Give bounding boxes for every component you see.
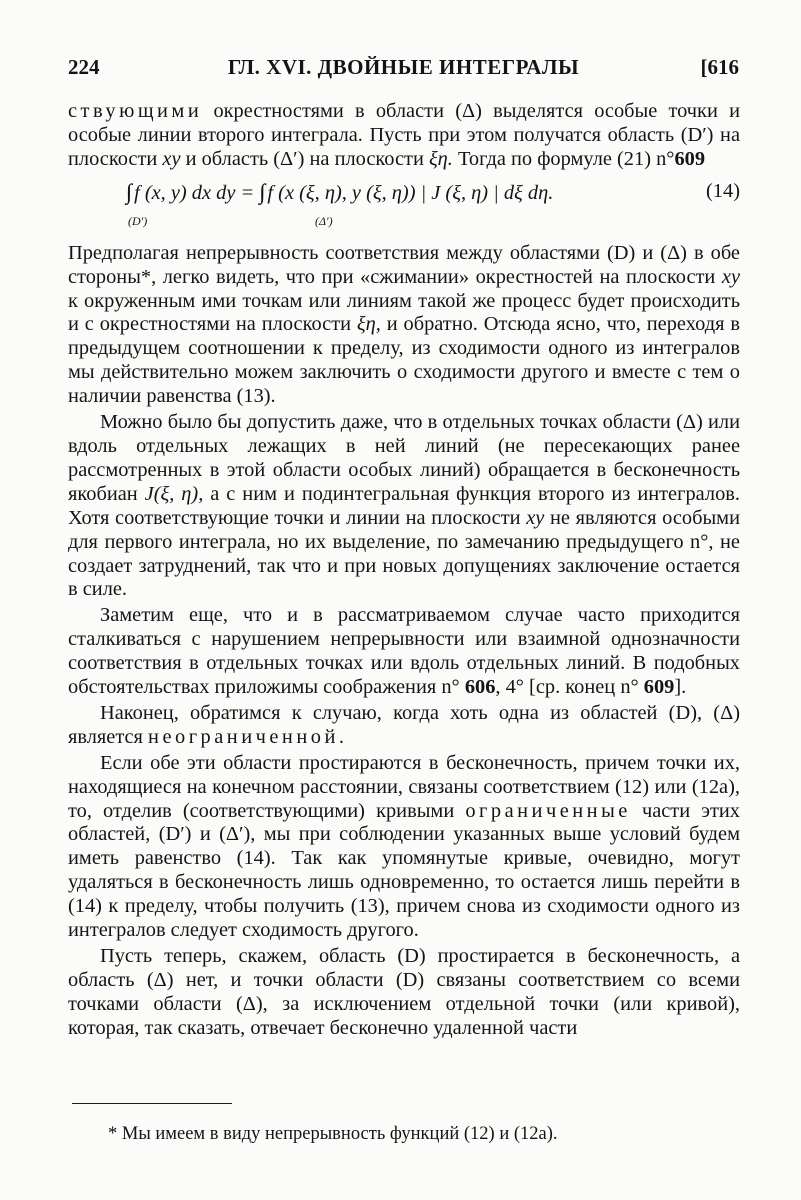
paragraph-3: Можно было бы допустить даже, что в отдельных точках области (Δ) или вдоль отдельных лежащих в ней линий (не пересекающих ранее рассмотренных в этой области особых линий) обращается в бесконечность якобиан J(ξ, η), а с ним и подинтегральная функция второго из интегралов. Хотя соответствующие точки и линии на плоскости xy не являются особыми для первого интеграла, но их выделение, по замечанию предыдущего n°, не создает затруднений, так что и при новых допущениях заключение остается в силе. (68, 411, 740, 601)
ref-606: 606 (464, 676, 496, 699)
spaced-word: неограниченной (148, 725, 339, 748)
paragraph-1: ствующими окрестностями в области (Δ) выделятся особые точки и особые линии второго интеграла. Пусть при этом получатся область (D′) на плоскости xy и область (Δ′) на плоскости ξη. Тогда по формуле (21) n°609 (68, 100, 740, 170)
page-number: 224 (68, 55, 100, 79)
ref-609: 609 (643, 676, 675, 699)
integral-domain-right: (Δ′) (315, 213, 333, 228)
equation-number: (14) (706, 179, 740, 202)
paragraph-6: Если обе эти области простираются в бесконечность, причем точки их, находящиеся на конечном расстоянии, связаны соответствием (12) или (12a), то, отделив (соответствующими) кривыми ограниченные части этих областей, (D′) и (Δ′), мы при соблюдении указанных выше условий будем иметь равенство (14). Так как упомянутые кривые, очевидно, могут удаляться в бесконечность лишь одновременно, то остается лишь перейти в (14) к пределу, чтобы получить (13), причем снова из сходимости одного из интегралов следует сходимость другого. (68, 751, 740, 942)
chapter-title: ГЛ. XVI. ДВОЙНЫЕ ИНТЕГРАЛЫ (227, 55, 580, 79)
paragraph-2: Предполагая непрерывность соответствия между областями (D) и (Δ) в обе стороны*, легко видеть, что при «сжимании» окрестностей на плоскости xy к окруженным ими точкам или линиям такой же процесс будет происходить и с окрестностями на плоскости ξη, и обратно. Отсюда ясно, что, переходя в предыдущем соотношении к пределу, из сходимости одного из интегралов мы действительно можем заключить о сходимости другого и вместе с тем о наличии равенства (13). (68, 241, 740, 408)
integral-domain-left: (D′) (128, 213, 148, 228)
paragraph-7: Пусть теперь, скажем, область (D) простирается в бесконечность, а область (Δ) нет, и точки области (D) связаны соответствием со всеми точками области (Δ), за исключением отдельной точки (или кривой), которая, так сказать, отвечает бесконечно удаленной части (68, 945, 740, 1039)
ref-609: 609 (674, 147, 706, 170)
body-text (68, 100, 740, 1041)
footnote-divider (72, 1103, 232, 1104)
spaced-word: ствующими (68, 100, 203, 122)
paragraph-5: Наконец, обратимся к случаю, когда хоть одна из областей (D), (Δ) является неограниченной. (68, 701, 740, 748)
running-header (68, 55, 739, 85)
footnote: * Мы имеем в виду непрерывность функций (12) и (12a). (108, 1124, 558, 1144)
paragraph-4: Заметим еще, что и в рассматриваемом случае часто приходится сталкиваться с нарушением непрерывности или взаимной однозначности соответствия в отдельных точках или вдоль отдельных линий. В подобных обстоятельствах приложимы соображения n° 606, 4° [ср. конец n° 609]. (68, 604, 740, 699)
spaced-word: ограниченные (465, 799, 631, 822)
formula-left-side: f (x, y) dx dy = (134, 181, 260, 204)
formula-14 (68, 176, 740, 234)
section-number: [616 (700, 55, 739, 79)
formula-right-side: f (x (ξ, η), y (ξ, η)) | J (ξ, η) | dξ dη. (267, 181, 554, 204)
